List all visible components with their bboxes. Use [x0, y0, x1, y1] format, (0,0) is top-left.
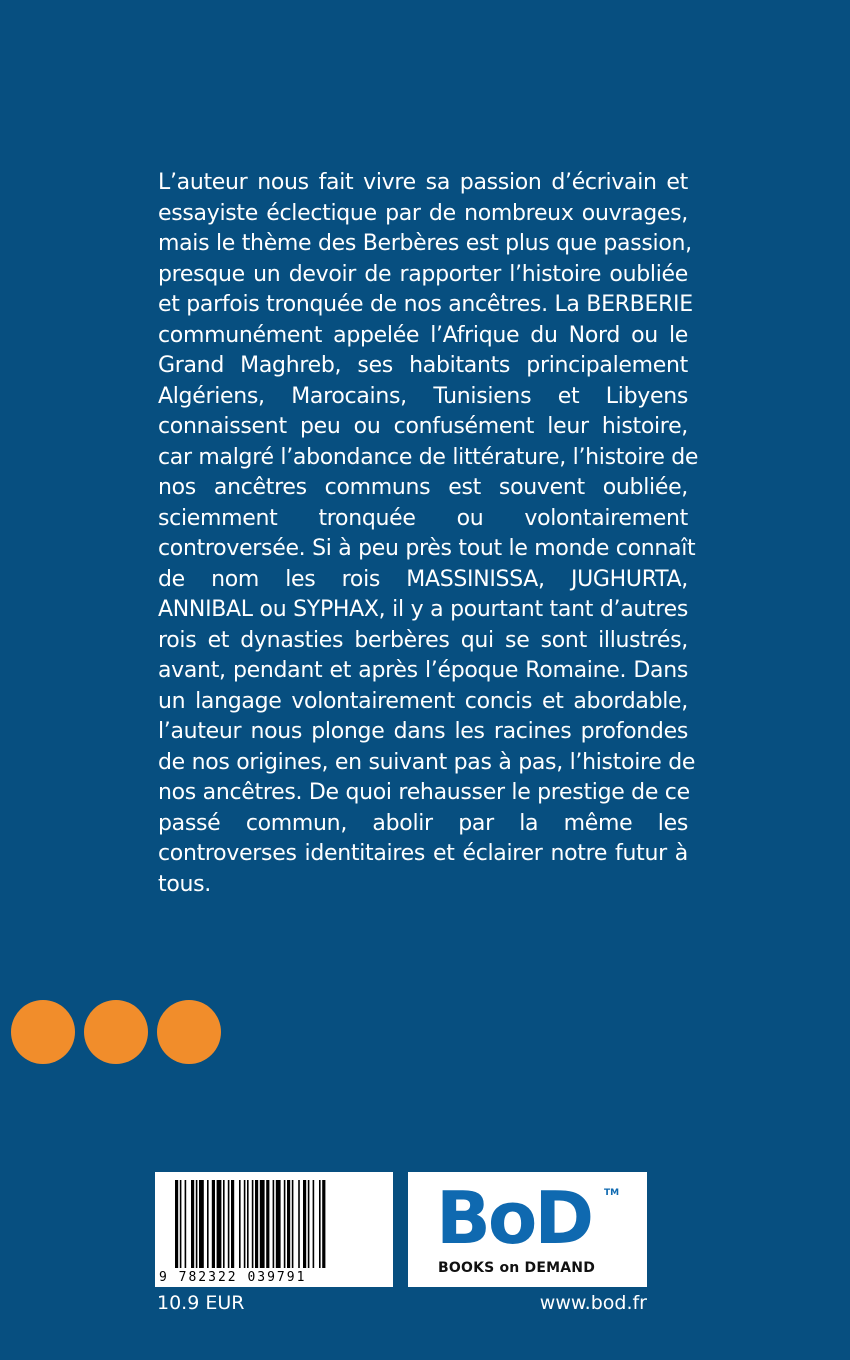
- barcode-bar: [175, 1180, 178, 1268]
- blurb-line: communément appelée l’Afrique du Nord ou le: [158, 322, 688, 348]
- publisher-tagline: BOOKS on DEMAND: [438, 1260, 596, 1276]
- blurb-line: de nos origines, en suivant pas à pas, l’histoire de: [158, 749, 696, 775]
- barcode-bar: [319, 1180, 321, 1268]
- barcode-bar: [217, 1180, 222, 1268]
- orange-dot: [157, 1000, 221, 1064]
- barcode-bar: [255, 1180, 258, 1268]
- blurb-line: car malgré l’abondance de littérature, l’histoire de: [158, 444, 699, 470]
- barcode-bar: [228, 1180, 230, 1268]
- blurb-line: L’auteur nous fait vivre sa passion d’écrivain et: [158, 170, 688, 195]
- trademark-mark: TM: [604, 1188, 620, 1198]
- blurb-line: connaissent peu ou confusément leur histoire,: [158, 414, 688, 439]
- blurb-line: Algériens, Marocains, Tunisiens et Libyens: [158, 383, 688, 409]
- barcode-bar: [231, 1180, 234, 1268]
- barcode-bar: [266, 1180, 269, 1268]
- barcode-bar: [244, 1180, 246, 1268]
- barcode-bar: [207, 1180, 209, 1268]
- blurb-line: nos ancêtres. De quoi rehausser le prestige de ce: [158, 780, 690, 805]
- barcode-bar: [191, 1180, 194, 1268]
- isbn-barcode: [155, 1172, 393, 1287]
- barcode-bar: [284, 1180, 286, 1268]
- blurb-line: et parfois tronquée de nos ancêtres. La BERBERIE: [158, 292, 693, 317]
- blurb-line: mais le thème des Berbères est plus que passion,: [158, 231, 692, 256]
- barcode-digits: 9 782322 039791: [159, 1270, 307, 1285]
- price-label: 10.9 EUR: [157, 1292, 245, 1314]
- barcode-bar: [308, 1180, 310, 1268]
- blurb-line: passé commun, abolir par la même les: [158, 810, 688, 836]
- barcode-bar: [223, 1180, 225, 1268]
- barcode-bar: [273, 1180, 275, 1268]
- blurb-line: rois et dynasties berbères qui se sont illustrés,: [158, 627, 688, 653]
- blurb-line: controversée. Si à peu près tout le monde connaît: [158, 536, 696, 561]
- blurb-line: ANNIBAL ou SYPHAX, il y a pourtant tant d’autres: [158, 597, 688, 622]
- back-cover-blurb: [158, 168, 699, 900]
- barcode-bar: [313, 1180, 315, 1268]
- barcode-bar: [247, 1180, 249, 1268]
- barcode-bar: [287, 1180, 290, 1268]
- blurb-line: avant, pendant et après l’époque Romaine. Dans: [158, 658, 688, 683]
- barcode-bars: [175, 1180, 375, 1268]
- orange-dot: [84, 1000, 148, 1064]
- blurb-line: presque un devoir de rapporter l’histoire oubliée: [158, 261, 688, 287]
- blurb-line: essayiste éclectique par de nombreux ouvrages,: [158, 200, 688, 226]
- barcode-bar: [298, 1180, 300, 1268]
- barcode-bar: [212, 1180, 215, 1268]
- blurb-line: sciemment tronquée ou volontairement: [158, 505, 688, 531]
- barcode-bar: [303, 1180, 306, 1268]
- bod-logo: BoD: [436, 1176, 592, 1260]
- barcode-bar: [180, 1180, 182, 1268]
- barcode-bar: [292, 1180, 294, 1268]
- blurb-line: Grand Maghreb, ses habitants principalement: [158, 353, 688, 378]
- blurb-line: tous.: [158, 871, 211, 897]
- barcode-bar: [322, 1180, 325, 1268]
- blurb-line: un langage volontairement concis et abordable,: [158, 688, 688, 714]
- barcode-bar: [185, 1180, 187, 1268]
- barcode-bar: [196, 1180, 198, 1268]
- decorative-dots: [11, 1000, 221, 1064]
- blurb-line: controverses identitaires et éclairer notre futur à: [158, 841, 688, 866]
- blurb-line: nos ancêtres communs est souvent oubliée,: [158, 475, 688, 500]
- barcode-bar: [276, 1180, 281, 1268]
- publisher-logo-box: [408, 1172, 647, 1287]
- barcode-bar: [199, 1180, 204, 1268]
- barcode-bar: [239, 1180, 241, 1268]
- blurb-line: l’auteur nous plonge dans les racines profondes: [158, 719, 688, 744]
- barcode-bar: [252, 1180, 254, 1268]
- website-url: www.bod.fr: [539, 1292, 647, 1314]
- barcode-bar: [260, 1180, 265, 1268]
- orange-dot: [11, 1000, 75, 1064]
- blurb-line: de nom les rois MASSINISSA, JUGHURTA,: [158, 566, 688, 592]
